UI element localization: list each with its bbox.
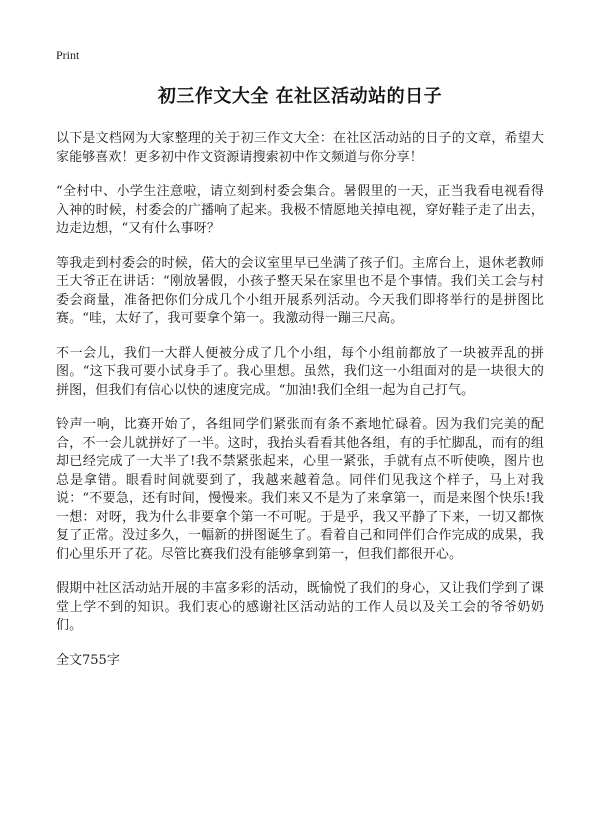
body-paragraph: “全村中、小学生注意啦，请立刻到村委会集合。暑假里的一天，正当我看电视看得入神的时候，村委会的广播响了起来。我极不情愿地关掉电视，穿好鞋子走了出去，边走边想，“又有什么事呀？ [56,184,544,236]
intro-paragraph: 以下是文档网为大家整理的关于初三作文大全：在社区活动站的日子的文章，希望大家能够喜欢！更多初中作文资源请搜索初中作文频道与你分享！ [56,131,544,165]
body-paragraph: 不一会儿，我们一大群人便被分成了几个小组，每个小组前都放了一块被弄乱的拼图。“这下我可要小试身手了。我心里想。虽然，我们这一小组面对的是一块很大的拼图，但我们有信心以快的速度完成。“加油!我们全组一起为自己打气。 [56,345,544,398]
body-paragraph: 等我走到村委会的时候，偌大的会议室里早已坐满了孩子们。主席台上，退休老教师王大爷正在讲话：“刚放暑假，小孩子整天呆在家里也不是个事情。我们关工会与村委会商量，准备把你们分成几个小组开展系列活动。今天我们即将举行的是拼图比赛。“哇，太好了，我可要拿个第一。我激动得一蹦三尺高。 [56,255,544,326]
word-count: 全文755字 [56,652,120,668]
body-paragraph: 铃声一响，比赛开始了，各组同学们紧张而有条不紊地忙碌着。因为我们完美的配合，不一会儿就拼好了一半。这时，我抬头看看其他各组，有的手忙脚乱，而有的组却已经完成了一大半了!我不禁紧张起来，心里一紧张，手就有点不听使唤，图片也总是拿错。眼看时间就要到了，我越来越着急。同伴们见我这个样子，马上对我说：“不要急，还有时间，慢慢来。我们来又不是为了来拿第一，而是来图个快乐!我一想：对呀，我为什么非要拿个第一不可呢。于是乎，我又平静了下来，一切又都恢复了正常。没过多久，一幅新的拼图诞生了。看着自己和同伴们合作完成的成果，我们心里乐开了花。尽管比赛我们没有能够拿到第一，但我们都很开心。 [56,417,544,562]
article-title: 初三作文大全 在社区活动站的日子 [157,86,443,107]
article-body [56,130,544,670]
body-paragraph: 假期中社区活动站开展的丰富多彩的活动，既愉悦了我们的身心，又让我们学到了课堂上学不到的知识。我们衷心的感谢社区活动站的工作人员以及关工会的爷爷奶奶们。 [56,581,544,633]
print-link[interactable]: Print [56,48,80,62]
